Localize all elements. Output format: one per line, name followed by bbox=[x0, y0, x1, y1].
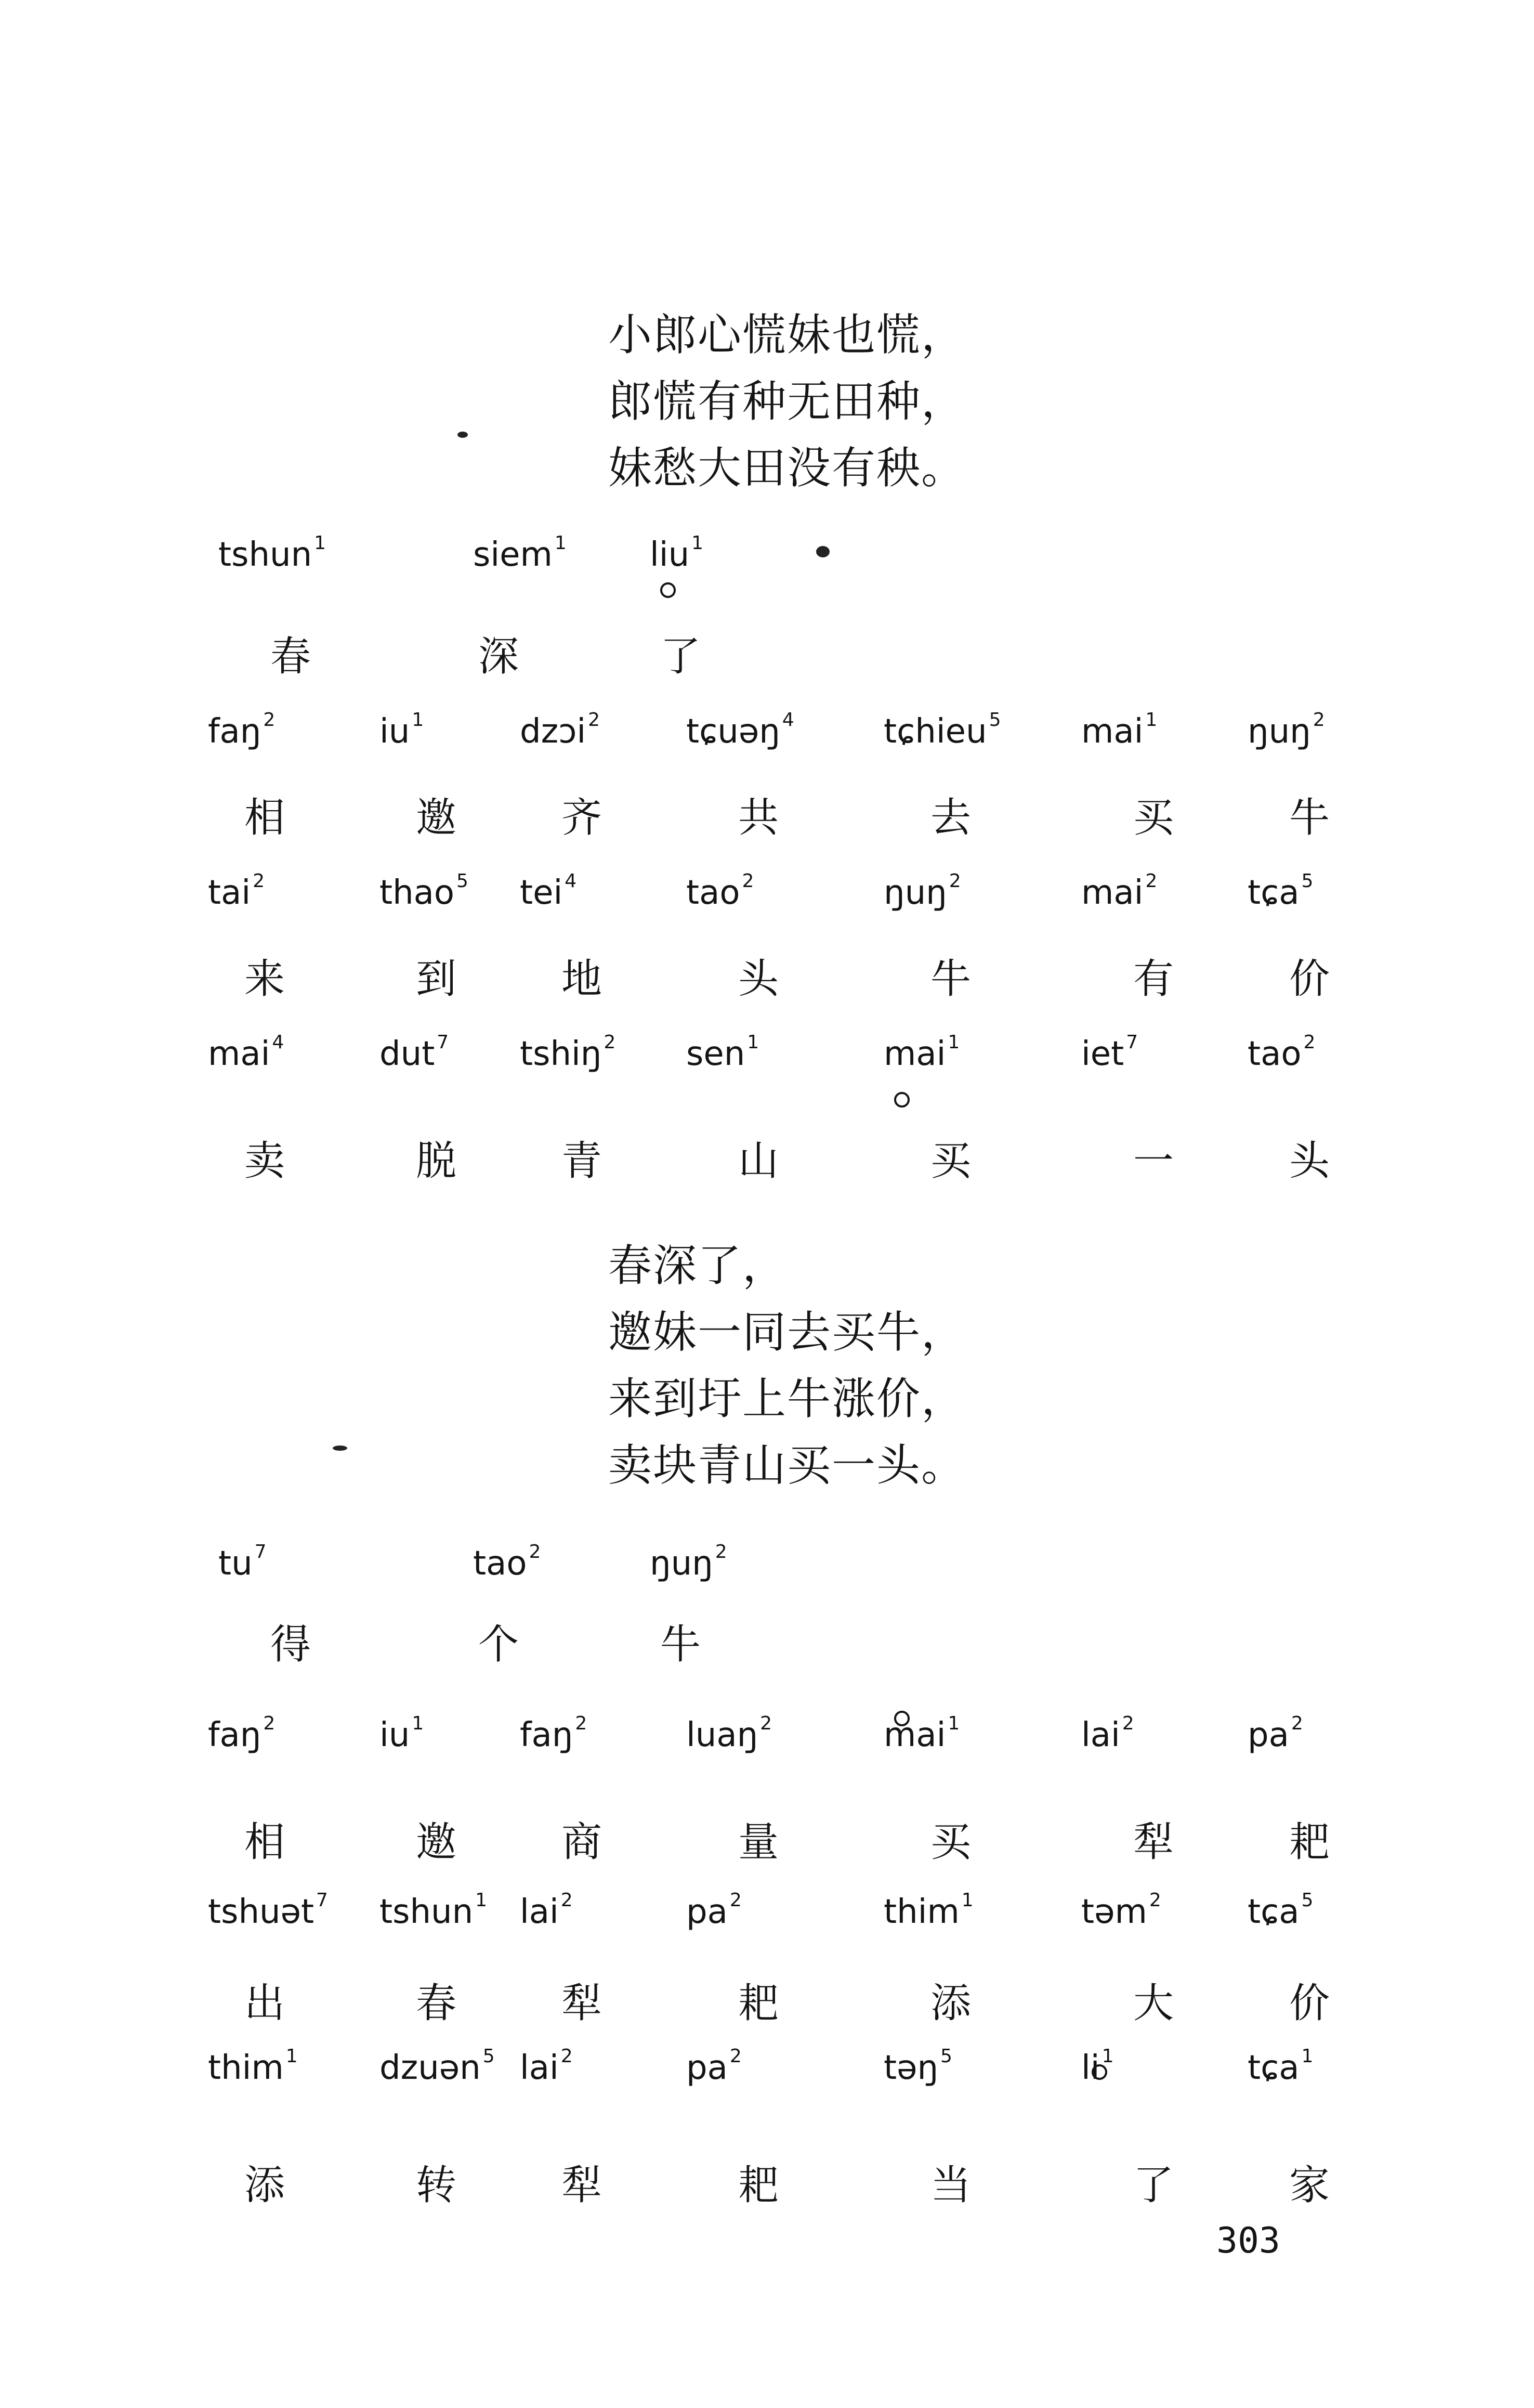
character-gloss: 了 bbox=[1133, 2162, 1174, 2209]
tone-number: 5 bbox=[456, 870, 468, 892]
phonetic-syllable bbox=[686, 1032, 759, 1073]
phonetic-syllable bbox=[379, 1713, 424, 1754]
character-gloss: 耙 bbox=[738, 2162, 779, 2209]
tone-number: 2 bbox=[1291, 1713, 1303, 1734]
character-gloss: 买 bbox=[930, 1138, 972, 1185]
tone-number: 1 bbox=[1102, 2046, 1114, 2067]
phonetic-syllable bbox=[218, 1541, 267, 1583]
syllable-text: mai bbox=[1081, 874, 1144, 912]
character-gloss: 耙 bbox=[1289, 1819, 1330, 1866]
character-gloss: 了 bbox=[660, 633, 701, 680]
syllable-text: faŋ bbox=[208, 1716, 261, 1754]
print-speck bbox=[333, 1446, 347, 1451]
tone-number: 5 bbox=[482, 2046, 495, 2067]
tone-number: 2 bbox=[253, 870, 265, 892]
phonetic-syllable bbox=[379, 1032, 449, 1073]
character-gloss: 价 bbox=[1289, 956, 1330, 1003]
character-gloss: 一 bbox=[1133, 1138, 1174, 1185]
phonetic-syllable bbox=[1081, 1032, 1138, 1073]
character-gloss: 添 bbox=[930, 1980, 972, 2027]
phonetic-syllable bbox=[208, 870, 265, 912]
tone-number: 1 bbox=[961, 1890, 974, 1911]
character-gloss: 出 bbox=[244, 1980, 285, 2027]
verse-line: 郎慌有种无田种， bbox=[608, 376, 966, 427]
syllable-text: mai bbox=[208, 1035, 270, 1073]
circle-mark-icon bbox=[1092, 2064, 1107, 2080]
character-gloss: 转 bbox=[416, 2162, 457, 2209]
syllable-text: thim bbox=[208, 2049, 284, 2087]
character-gloss: 邀 bbox=[416, 1819, 457, 1866]
syllable-text: tao bbox=[686, 874, 740, 912]
tone-number: 2 bbox=[560, 1890, 573, 1911]
character-gloss: 价 bbox=[1289, 1980, 1330, 2027]
tone-number: 1 bbox=[475, 1890, 488, 1911]
syllable-text: təŋ bbox=[884, 2049, 939, 2087]
circle-mark-icon bbox=[894, 1092, 910, 1108]
syllable-text: tao bbox=[473, 1544, 527, 1583]
verse-line: 卖块青山买一头。 bbox=[608, 1440, 966, 1491]
tone-number: 1 bbox=[285, 2046, 298, 2067]
tone-number: 2 bbox=[560, 2046, 573, 2067]
tone-number: 2 bbox=[729, 2046, 742, 2067]
phonetic-syllable bbox=[1248, 709, 1325, 751]
verse-line: 来到圩上牛涨价， bbox=[608, 1373, 966, 1424]
tone-number: 2 bbox=[1149, 1890, 1161, 1911]
tone-number: 4 bbox=[782, 709, 794, 731]
character-gloss: 犁 bbox=[561, 2162, 602, 2209]
syllable-text: təm bbox=[1081, 1893, 1147, 1931]
character-gloss: 共 bbox=[738, 795, 779, 841]
syllable-text: siem bbox=[473, 536, 553, 574]
character-gloss: 买 bbox=[930, 1819, 972, 1866]
phonetic-syllable bbox=[379, 870, 468, 912]
character-gloss: 有 bbox=[1133, 956, 1174, 1003]
syllable-text: thao bbox=[379, 874, 455, 912]
character-gloss: 量 bbox=[738, 1819, 779, 1866]
syllable-text: pa bbox=[1248, 1716, 1289, 1754]
tone-number: 4 bbox=[565, 870, 577, 892]
character-gloss: 来 bbox=[244, 956, 285, 1003]
phonetic-syllable bbox=[884, 709, 1001, 751]
syllable-text: tɕa bbox=[1248, 2049, 1300, 2087]
character-gloss: 添 bbox=[244, 2162, 285, 2209]
verse-line: 妹愁大田没有秧。 bbox=[608, 442, 966, 493]
character-gloss: 耙 bbox=[738, 1980, 779, 2027]
tone-number: 2 bbox=[729, 1890, 742, 1911]
phonetic-syllable bbox=[1081, 1890, 1161, 1931]
character-gloss: 头 bbox=[1289, 1138, 1330, 1185]
syllable-text: ŋuŋ bbox=[650, 1544, 713, 1583]
tone-number: 5 bbox=[1301, 870, 1314, 892]
tone-number: 5 bbox=[1301, 1890, 1314, 1911]
phonetic-syllable bbox=[208, 709, 276, 751]
syllable-text: lai bbox=[520, 2049, 559, 2087]
syllable-text: liu bbox=[650, 536, 690, 574]
phonetic-syllable bbox=[884, 1890, 974, 1931]
tone-number: 2 bbox=[575, 1713, 587, 1734]
tone-number: 2 bbox=[263, 1713, 276, 1734]
character-gloss: 深 bbox=[478, 633, 519, 680]
tone-number: 1 bbox=[412, 1713, 424, 1734]
phonetic-syllable bbox=[1248, 1890, 1314, 1931]
character-gloss: 犁 bbox=[561, 1980, 602, 2027]
tone-number: 2 bbox=[949, 870, 961, 892]
phonetic-syllable bbox=[208, 2046, 298, 2087]
circle-mark-icon bbox=[660, 582, 676, 598]
phonetic-syllable bbox=[218, 532, 326, 574]
tone-number: 5 bbox=[989, 709, 1001, 731]
character-gloss: 个 bbox=[478, 1621, 519, 1668]
syllable-text: faŋ bbox=[208, 712, 261, 751]
phonetic-syllable bbox=[208, 1713, 276, 1754]
syllable-text: faŋ bbox=[520, 1716, 573, 1754]
syllable-text: lai bbox=[520, 1893, 559, 1931]
phonetic-syllable bbox=[379, 2046, 495, 2087]
syllable-text: iet bbox=[1081, 1035, 1124, 1073]
phonetic-syllable bbox=[520, 870, 577, 912]
character-gloss: 牛 bbox=[930, 956, 972, 1003]
tone-number: 2 bbox=[263, 709, 276, 731]
syllable-text: tshiŋ bbox=[520, 1035, 602, 1073]
syllable-text: tshun bbox=[379, 1893, 474, 1931]
character-gloss: 牛 bbox=[1289, 795, 1330, 841]
print-speck bbox=[457, 432, 468, 438]
character-gloss: 得 bbox=[270, 1621, 311, 1668]
syllable-text: pa bbox=[686, 1893, 728, 1931]
syllable-text: tshun bbox=[218, 536, 312, 574]
tone-number: 1 bbox=[691, 532, 704, 554]
syllable-text: mai bbox=[884, 1035, 946, 1073]
tone-number: 1 bbox=[948, 1032, 960, 1053]
circle-mark-icon bbox=[894, 1711, 910, 1726]
phonetic-syllable bbox=[520, 1713, 587, 1754]
phonetic-syllable bbox=[1081, 870, 1158, 912]
character-gloss: 买 bbox=[1133, 795, 1174, 841]
phonetic-syllable bbox=[473, 1541, 541, 1583]
tone-number: 2 bbox=[1145, 870, 1158, 892]
character-gloss: 相 bbox=[244, 1819, 285, 1866]
syllable-text: tɕuəŋ bbox=[686, 712, 780, 751]
phonetic-syllable bbox=[1248, 870, 1314, 912]
phonetic-syllable bbox=[473, 532, 567, 574]
tone-number: 4 bbox=[272, 1032, 284, 1053]
phonetic-syllable bbox=[1081, 1713, 1134, 1754]
tone-number: 2 bbox=[742, 870, 754, 892]
syllable-text: ŋuŋ bbox=[884, 874, 947, 912]
tone-number: 2 bbox=[760, 1713, 772, 1734]
verse-stanza-2 bbox=[608, 1232, 966, 1499]
tone-number: 2 bbox=[715, 1541, 727, 1563]
tone-number: 2 bbox=[1303, 1032, 1316, 1053]
syllable-text: ŋuŋ bbox=[1248, 712, 1311, 751]
phonetic-syllable bbox=[520, 1032, 616, 1073]
verse-stanza-1 bbox=[608, 302, 966, 501]
syllable-text: lai bbox=[1081, 1716, 1120, 1754]
syllable-text: tu bbox=[218, 1544, 253, 1583]
phonetic-syllable bbox=[1081, 709, 1158, 751]
tone-number: 7 bbox=[316, 1890, 328, 1911]
tone-number: 1 bbox=[1145, 709, 1158, 731]
phonetic-syllable bbox=[379, 709, 424, 751]
tone-number: 2 bbox=[1122, 1713, 1134, 1734]
tone-number: 7 bbox=[1126, 1032, 1138, 1053]
character-gloss: 大 bbox=[1133, 1980, 1174, 2027]
syllable-text: thim bbox=[884, 1893, 960, 1931]
phonetic-syllable bbox=[520, 1890, 573, 1931]
syllable-text: dzɔi bbox=[520, 712, 586, 751]
tone-number: 2 bbox=[529, 1541, 541, 1563]
tone-number: 2 bbox=[604, 1032, 616, 1053]
phonetic-syllable bbox=[686, 709, 794, 751]
syllable-text: tei bbox=[520, 874, 563, 912]
character-gloss: 犁 bbox=[1133, 1819, 1174, 1866]
phonetic-syllable bbox=[650, 1541, 727, 1583]
character-gloss: 去 bbox=[930, 795, 972, 841]
phonetic-syllable bbox=[884, 2046, 952, 2087]
syllable-text: tɕa bbox=[1248, 874, 1300, 912]
character-gloss: 商 bbox=[561, 1819, 602, 1866]
syllable-text: luaŋ bbox=[686, 1716, 758, 1754]
verse-line: 邀妹一同去买牛， bbox=[608, 1307, 966, 1358]
syllable-text: tɕhieu bbox=[884, 712, 987, 751]
phonetic-syllable bbox=[520, 2046, 573, 2087]
phonetic-syllable bbox=[1248, 2046, 1314, 2087]
character-gloss: 卖 bbox=[244, 1138, 285, 1185]
character-gloss: 邀 bbox=[416, 795, 457, 841]
syllable-text: iu bbox=[379, 1716, 410, 1754]
phonetic-syllable bbox=[1248, 1032, 1316, 1073]
page-number: 303 bbox=[1216, 2220, 1280, 2261]
character-gloss: 青 bbox=[561, 1138, 602, 1185]
character-gloss: 脱 bbox=[416, 1138, 457, 1185]
tone-number: 7 bbox=[254, 1541, 267, 1563]
character-gloss: 山 bbox=[738, 1138, 779, 1185]
tone-number: 1 bbox=[412, 709, 424, 731]
verse-line: 小郎心慌妹也慌， bbox=[608, 309, 966, 360]
tone-number: 5 bbox=[940, 2046, 952, 2067]
phonetic-syllable bbox=[686, 870, 754, 912]
syllable-text: tai bbox=[208, 874, 251, 912]
character-gloss: 头 bbox=[738, 956, 779, 1003]
syllable-text: mai bbox=[1081, 712, 1144, 751]
phonetic-syllable bbox=[884, 870, 961, 912]
character-gloss: 春 bbox=[270, 633, 311, 680]
tone-number: 1 bbox=[554, 532, 567, 554]
phonetic-syllable bbox=[650, 532, 704, 574]
tone-number: 1 bbox=[948, 1713, 960, 1734]
phonetic-syllable bbox=[686, 1890, 742, 1931]
syllable-text: mai bbox=[884, 1716, 946, 1754]
syllable-text: tɕa bbox=[1248, 1893, 1300, 1931]
phonetic-syllable bbox=[379, 1890, 488, 1931]
tone-number: 2 bbox=[588, 709, 600, 731]
phonetic-syllable bbox=[686, 1713, 772, 1754]
character-gloss: 家 bbox=[1289, 2162, 1330, 2209]
phonetic-syllable bbox=[884, 1032, 960, 1073]
phonetic-syllable bbox=[208, 1032, 284, 1073]
character-gloss: 春 bbox=[416, 1980, 457, 2027]
character-gloss: 当 bbox=[930, 2162, 972, 2209]
syllable-text: iu bbox=[379, 712, 410, 751]
tone-number: 1 bbox=[1301, 2046, 1314, 2067]
character-gloss: 齐 bbox=[561, 795, 602, 841]
character-gloss: 到 bbox=[416, 956, 457, 1003]
phonetic-syllable bbox=[1248, 1713, 1303, 1754]
syllable-text: sen bbox=[686, 1035, 745, 1073]
syllable-text: dzuən bbox=[379, 2049, 481, 2087]
character-gloss: 牛 bbox=[660, 1621, 701, 1668]
tone-number: 2 bbox=[1313, 709, 1325, 731]
character-gloss: 地 bbox=[561, 956, 602, 1003]
tone-number: 7 bbox=[437, 1032, 449, 1053]
tone-number: 1 bbox=[314, 532, 326, 554]
tone-number: 1 bbox=[747, 1032, 759, 1053]
print-speck bbox=[816, 546, 830, 557]
character-gloss: 相 bbox=[244, 795, 285, 841]
syllable-text: li bbox=[1081, 2049, 1100, 2087]
verse-line: 春深了， bbox=[608, 1240, 788, 1291]
syllable-text: dut bbox=[379, 1035, 435, 1073]
syllable-text: tshuət bbox=[208, 1893, 314, 1931]
phonetic-syllable bbox=[208, 1890, 328, 1931]
syllable-text: tao bbox=[1248, 1035, 1302, 1073]
phonetic-syllable bbox=[520, 709, 600, 751]
syllable-text: pa bbox=[686, 2049, 728, 2087]
phonetic-syllable bbox=[686, 2046, 742, 2087]
